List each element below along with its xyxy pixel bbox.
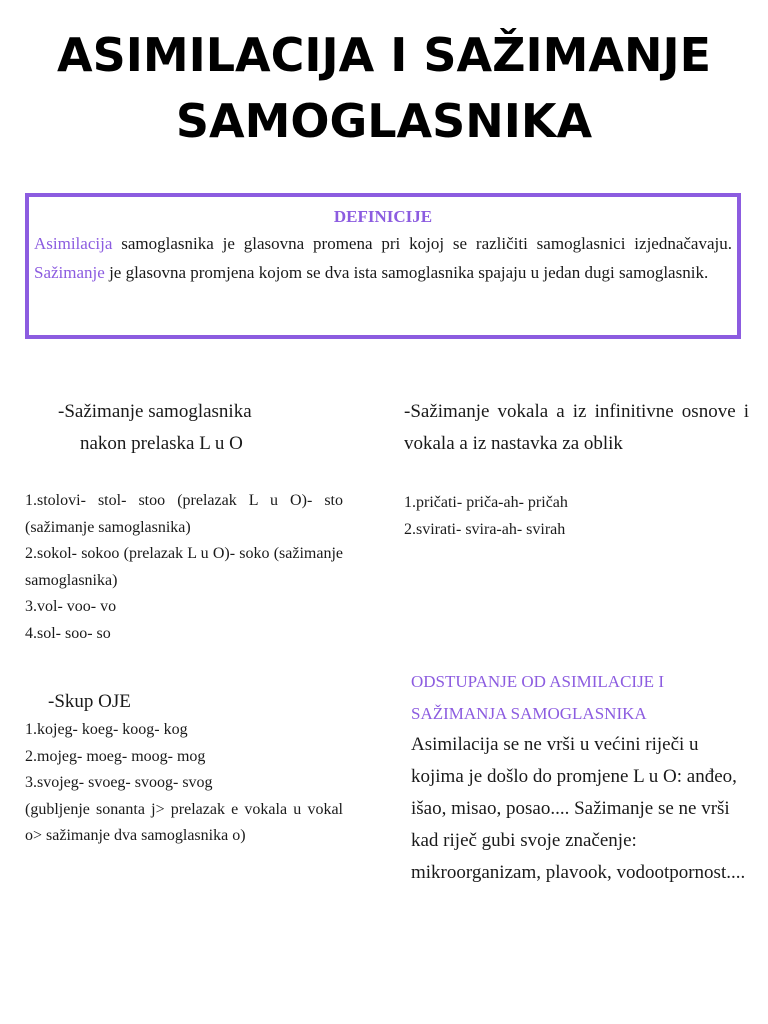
section-oje-list [25, 717, 343, 850]
definitions-heading: DEFINICIJE [333, 207, 433, 226]
list-item: 4.sol- soo- so [25, 624, 111, 642]
list-item: 1.kojeg- koeg- koog- kog [25, 721, 188, 738]
section-lo-heading [58, 396, 358, 460]
list-item: 3.svojeg- svoeg- svoog- svog [25, 774, 213, 791]
section-exceptions-text: Asimilacija se ne vrši u većini riječi u kojima je došlo do promjene L u O: anđeo, išao, misao, posao.... Sažimanje se ne vrši kad riječ gubi svoje značenje: mikroorganizam, plavook, vodootpornost.... [411, 734, 746, 883]
term-asimilacija: Asimilacija [34, 234, 113, 253]
definitions-box [25, 193, 741, 339]
list-item: 1.stolovi- stol- stoo (prelazak L u O)- sto (sažimanje samoglasnika) [25, 492, 343, 536]
list-item: 3.vol- voo- vo [25, 598, 117, 615]
section-lo-heading-line-2: nakon prelaska L u O [80, 433, 243, 454]
section-exceptions-heading: ODSTUPANJE OD ASIMILACIJE I SAŽIMANJA SAMOGLASNIKA [411, 672, 664, 723]
list-item: 1.pričati- priča-ah- pričah [404, 494, 568, 511]
section-lo-list [25, 488, 343, 647]
term-sazimanje: Sažimanje [34, 263, 105, 282]
definitions-text [34, 229, 732, 287]
section-oje-heading: -Skup OJE [48, 691, 131, 712]
section-infinitive-list [404, 490, 749, 543]
definition-sazimanje: je glasovna promjena kojom se dva ista samoglasnika spajaju u jedan dugi samoglasnik. [104, 263, 709, 282]
definition-asimilacija: samoglasnika je glasovna promena pri kojoj se različiti samoglasnici izjednačavaju. [112, 234, 732, 253]
list-item: 2.mojeg- moeg- moog- mog [25, 747, 206, 765]
list-item: 2.sokol- sokoo (prelazak L u O)- soko (sažimanje samoglasnika) [25, 545, 343, 589]
section-infinitive-heading: -Sažimanje vokala a iz infinitivne osnove i vokala a iz nastavka za oblik [404, 401, 749, 454]
list-item: 2.svirati- svira-ah- svirah [404, 520, 566, 538]
list-item: (gubljenje sonanta j> prelazak e vokala u vokal o> sažimanje dva samoglasnika o) [25, 800, 343, 844]
page-title [0, 22, 768, 154]
page-title-line-1: ASIMILACIJA I SAŽIMANJE [57, 28, 711, 82]
section-lo-heading-line-1: -Sažimanje samoglasnika [58, 401, 252, 422]
page-title-line-2: SAMOGLASNIKA [175, 94, 593, 148]
